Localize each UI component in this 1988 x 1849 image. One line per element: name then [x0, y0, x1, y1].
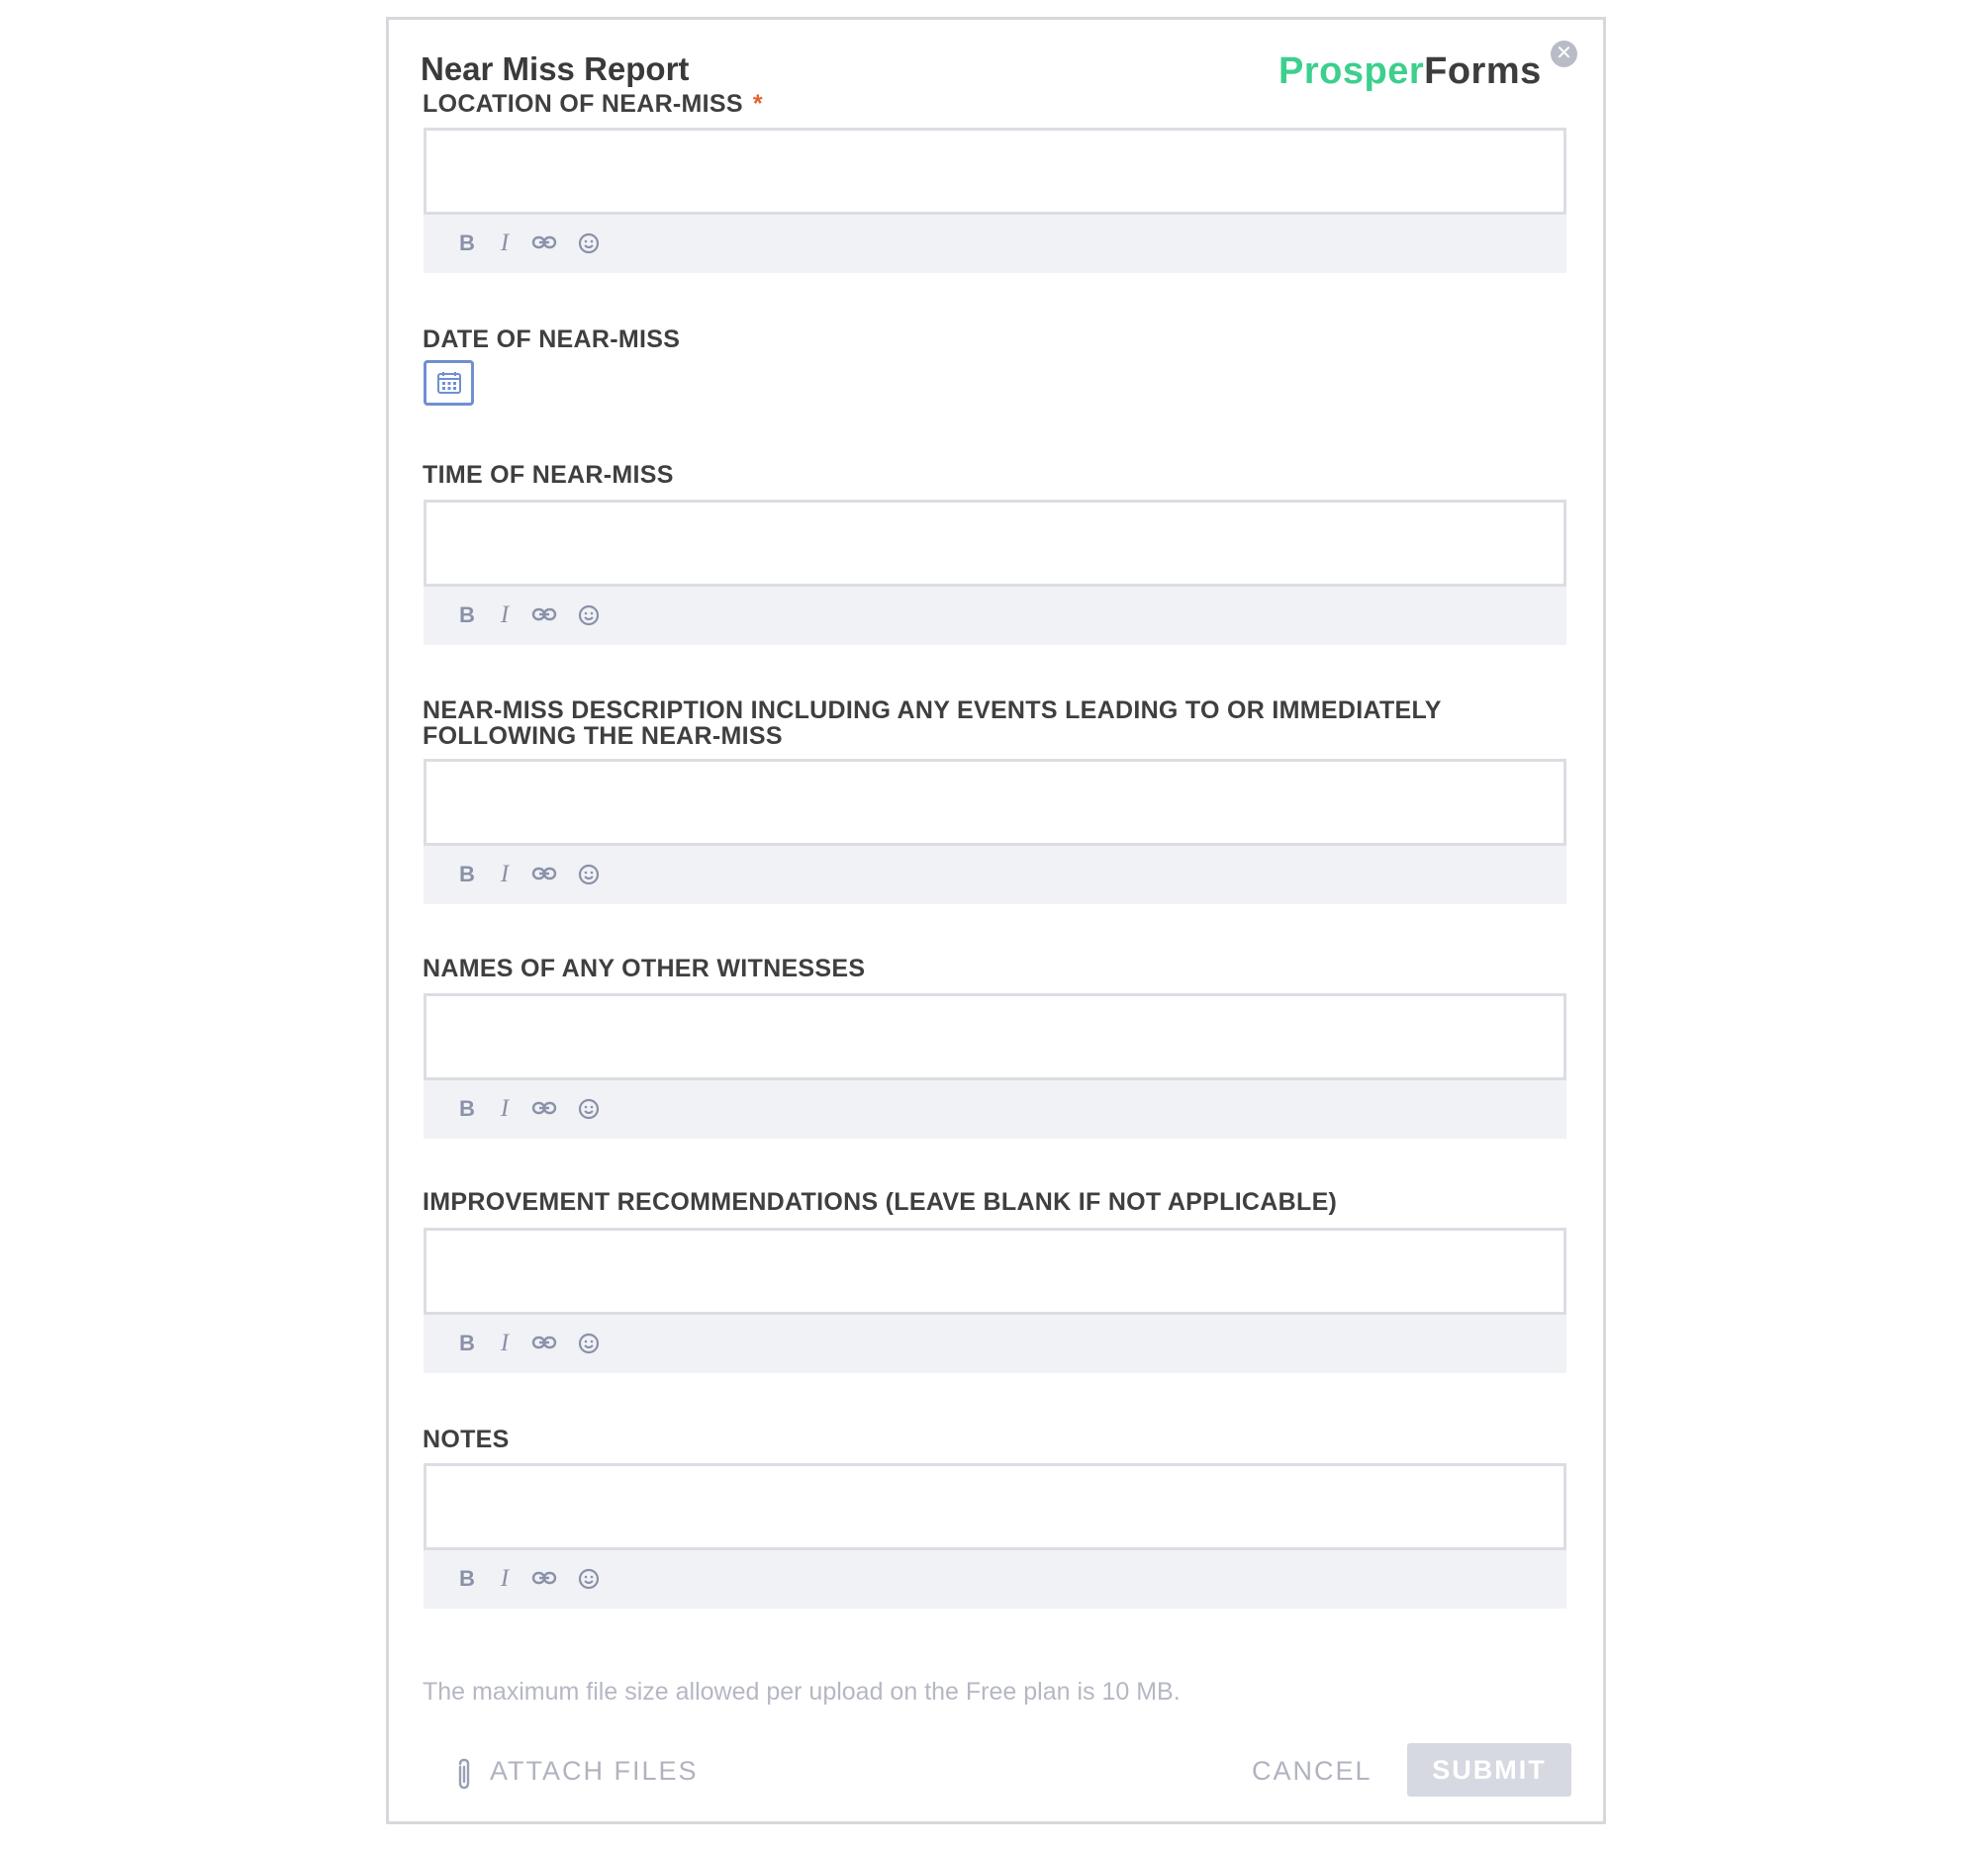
italic-icon: I: [500, 1330, 510, 1356]
emoji-icon: [578, 604, 600, 626]
brand-logo-part1: Prosper: [1278, 50, 1425, 92]
location-toolbar: [424, 215, 1566, 273]
calendar-icon: [436, 371, 462, 395]
submit-button[interactable]: SUBMIT: [1407, 1743, 1571, 1797]
link-button[interactable]: [530, 601, 558, 629]
notes-input[interactable]: [424, 1463, 1566, 1550]
emoji-icon: [578, 1333, 600, 1354]
bold-button[interactable]: [453, 861, 481, 888]
brand-logo: [1278, 49, 1542, 93]
date-picker-button[interactable]: [424, 360, 474, 406]
description-toolbar: [424, 846, 1566, 904]
emoji-icon: [578, 1098, 600, 1120]
italic-button[interactable]: [491, 1095, 519, 1123]
bold-button[interactable]: [453, 1095, 481, 1123]
italic-icon: I: [500, 1095, 510, 1122]
bold-button[interactable]: [453, 1565, 481, 1593]
bold-icon: B: [459, 862, 475, 886]
bold-button[interactable]: [453, 1330, 481, 1357]
location-input[interactable]: [424, 128, 1566, 215]
emoji-button[interactable]: [575, 861, 603, 888]
link-icon: [531, 1568, 557, 1588]
emoji-button[interactable]: [575, 230, 603, 257]
date-label: DATE OF NEAR-MISS: [423, 325, 681, 353]
required-marker: *: [752, 90, 763, 118]
brand-logo-part2: Forms: [1424, 50, 1542, 92]
witnesses-input[interactable]: [424, 993, 1566, 1080]
location-label-text: LOCATION OF NEAR-MISS: [423, 90, 743, 118]
description-editor: [424, 759, 1566, 904]
link-icon: [531, 864, 557, 883]
time-label: TIME OF NEAR-MISS: [423, 461, 674, 489]
recommendations-label: IMPROVEMENT RECOMMENDATIONS (LEAVE BLANK IF NOT APPLICABLE): [423, 1188, 1338, 1216]
description-input[interactable]: [424, 759, 1566, 846]
emoji-button[interactable]: [575, 1565, 603, 1593]
bold-button[interactable]: [453, 230, 481, 257]
emoji-button[interactable]: [575, 1330, 603, 1357]
attach-files-label: ATTACH FILES: [490, 1756, 699, 1786]
bold-icon: B: [459, 1096, 475, 1121]
location-label: [423, 91, 1561, 117]
italic-button[interactable]: [491, 1330, 519, 1357]
notes-editor: [424, 1463, 1566, 1609]
time-toolbar: [424, 587, 1566, 645]
location-editor: [424, 128, 1566, 273]
link-icon: [531, 604, 557, 624]
bold-icon: B: [459, 1331, 475, 1355]
notes-label: NOTES: [423, 1426, 510, 1453]
italic-icon: I: [500, 230, 510, 256]
notes-toolbar: [424, 1550, 1566, 1609]
italic-icon: I: [500, 861, 510, 887]
cancel-button[interactable]: CANCEL: [1252, 1756, 1373, 1786]
close-button[interactable]: [1551, 41, 1577, 67]
witnesses-label: NAMES OF ANY OTHER WITNESSES: [423, 955, 866, 982]
link-button[interactable]: [530, 1095, 558, 1123]
form-title: Near Miss Report: [421, 50, 690, 87]
link-icon: [531, 1098, 557, 1118]
time-input[interactable]: [424, 500, 1566, 587]
bold-button[interactable]: [453, 601, 481, 629]
close-icon: ✕: [1556, 43, 1572, 64]
witnesses-editor: [424, 993, 1566, 1139]
link-button[interactable]: [530, 861, 558, 888]
italic-icon: I: [500, 1565, 510, 1592]
link-button[interactable]: [530, 1330, 558, 1357]
recommendations-input[interactable]: [424, 1228, 1566, 1315]
italic-button[interactable]: [491, 230, 519, 257]
emoji-button[interactable]: [575, 601, 603, 629]
time-editor: [424, 500, 1566, 645]
link-icon: [531, 1333, 557, 1352]
link-button[interactable]: [530, 230, 558, 257]
paperclip-icon: [452, 1757, 476, 1791]
description-label: NEAR-MISS DESCRIPTION INCLUDING ANY EVENTS LEADING TO OR IMMEDIATELY FOLLOWING THE NEAR-MISS: [423, 696, 1442, 750]
link-icon: [531, 232, 557, 252]
link-button[interactable]: [530, 1565, 558, 1593]
italic-button[interactable]: [491, 601, 519, 629]
italic-button[interactable]: [491, 861, 519, 888]
emoji-icon: [578, 864, 600, 885]
bold-icon: B: [459, 602, 475, 627]
italic-icon: I: [500, 601, 510, 628]
emoji-icon: [578, 1568, 600, 1590]
italic-button[interactable]: [491, 1565, 519, 1593]
recommendations-editor: [424, 1228, 1566, 1373]
bold-icon: B: [459, 231, 475, 255]
emoji-button[interactable]: [575, 1095, 603, 1123]
bold-icon: B: [459, 1566, 475, 1591]
file-size-note: The maximum file size allowed per upload on the Free plan is 10 MB.: [423, 1678, 1181, 1706]
witnesses-toolbar: [424, 1080, 1566, 1139]
emoji-icon: [578, 232, 600, 254]
recommendations-toolbar: [424, 1315, 1566, 1373]
